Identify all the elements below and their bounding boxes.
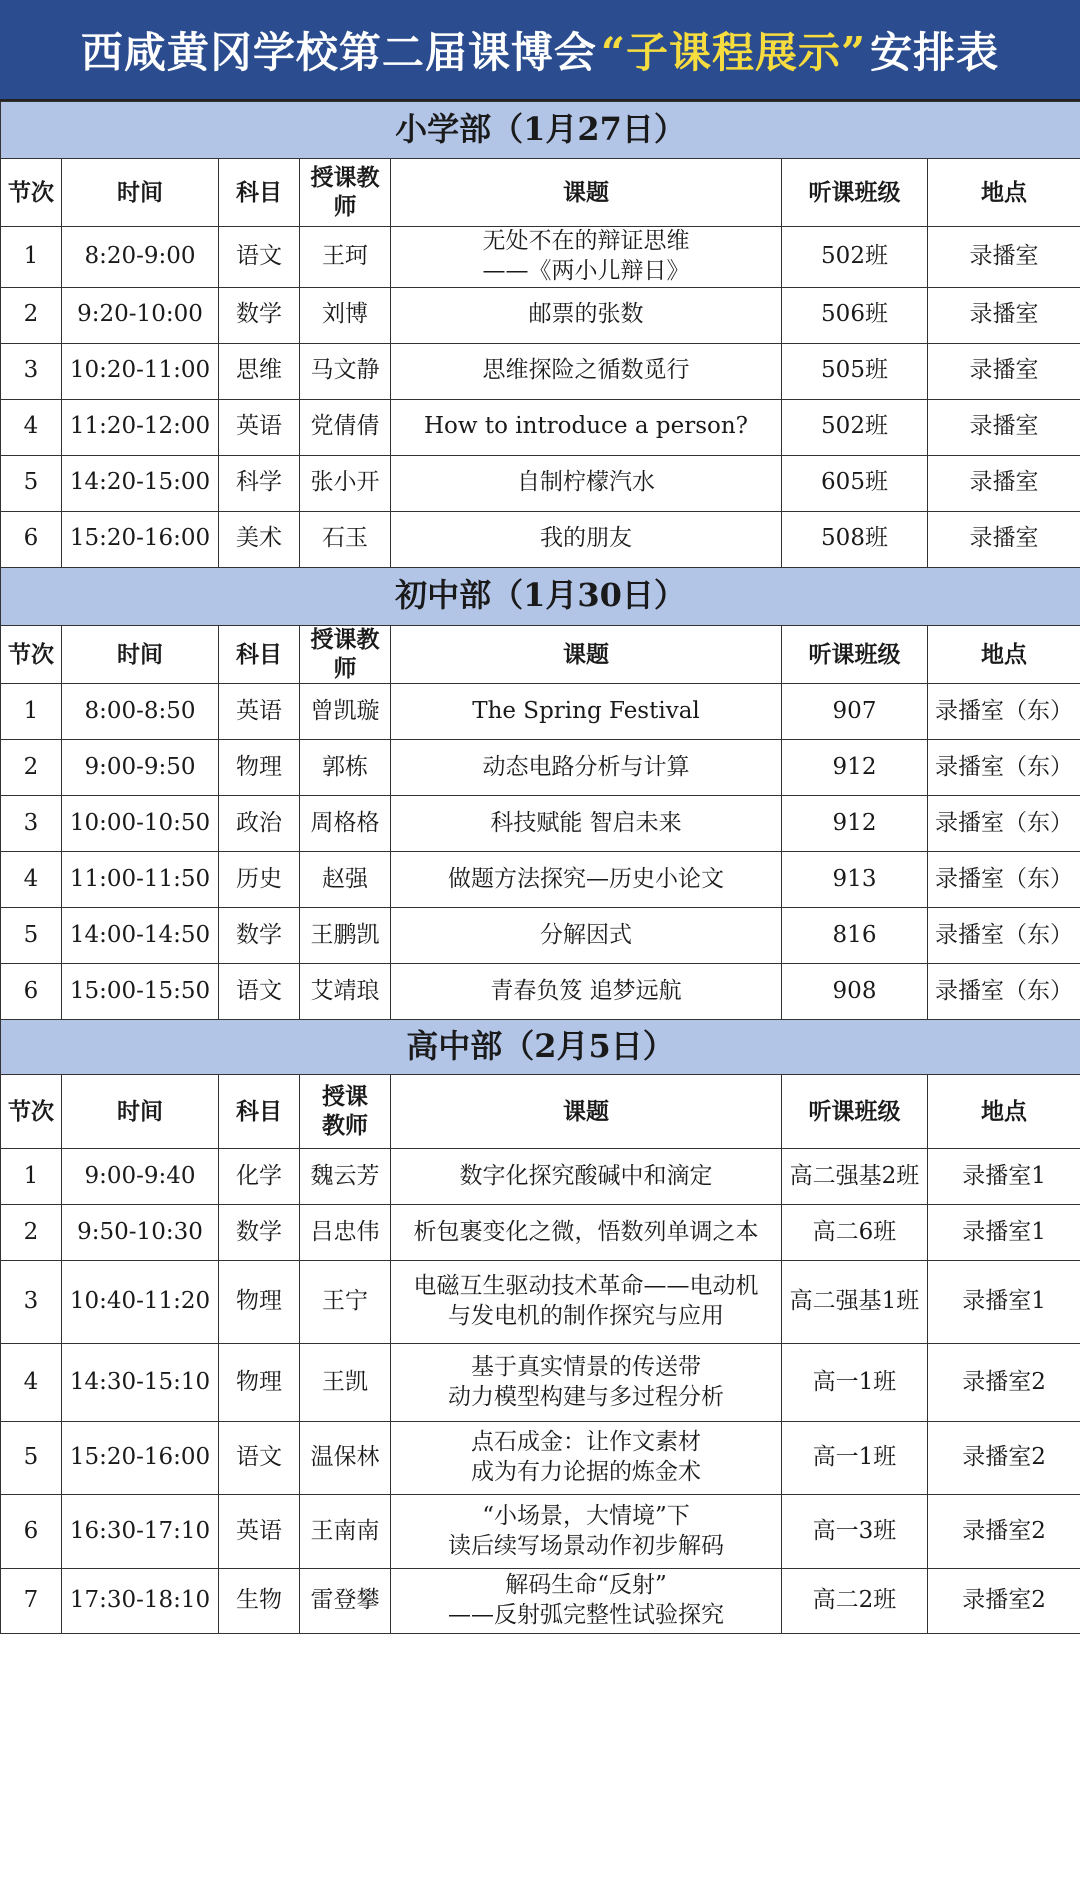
header-class: 听课班级 <box>782 1075 928 1149</box>
topic-line: 成为有力论据的炼金术 <box>471 1459 701 1486</box>
cell-time: 14:20-15:00 <box>62 455 219 511</box>
cell-location: 录播室2 <box>928 1495 1080 1569</box>
cell-subject: 英语 <box>219 1495 300 1569</box>
header-teacher: 授课 教师 <box>300 1075 391 1149</box>
header-period: 节次 <box>1 1075 62 1149</box>
topic-line: How to introduce a person? <box>423 413 749 440</box>
topic-line: 科技赋能 智启未来 <box>490 809 682 836</box>
topic-line: 动态电路分析与计算 <box>482 753 690 780</box>
cell-period: 3 <box>1 796 62 852</box>
cell-teacher: 王珂 <box>300 227 391 288</box>
cell-period: 5 <box>1 1422 62 1495</box>
topic-line: 我的朋友 <box>540 525 632 552</box>
cell-class: 502班 <box>782 227 928 288</box>
cell-period: 6 <box>1 1495 62 1569</box>
cell-topic <box>391 852 782 908</box>
cell-class: 505班 <box>782 343 928 399</box>
cell-period: 6 <box>1 964 62 1020</box>
cell-location: 录播室2 <box>928 1422 1080 1495</box>
cell-time: 16:30-17:10 <box>62 1495 219 1569</box>
cell-topic <box>391 1205 782 1261</box>
cell-time: 8:00-8:50 <box>62 684 219 740</box>
table-row <box>1 1344 1080 1422</box>
cell-time: 14:30-15:10 <box>62 1344 219 1422</box>
cell-topic <box>391 908 782 964</box>
topic-line: “小场景，大情境”下 <box>482 1502 690 1529</box>
cell-period: 4 <box>1 1344 62 1422</box>
cell-period: 4 <box>1 399 62 455</box>
cell-period: 2 <box>1 740 62 796</box>
cell-topic <box>391 1495 782 1569</box>
cell-location: 录播室 <box>928 287 1080 343</box>
cell-teacher: 郭栋 <box>300 740 391 796</box>
cell-location: 录播室（东） <box>928 964 1080 1020</box>
topic-line: 基于真实情景的传送带 <box>471 1353 701 1380</box>
header-teacher: 授课教师 <box>300 625 391 684</box>
cell-class: 502班 <box>782 399 928 455</box>
cell-teacher: 雷登攀 <box>300 1569 391 1634</box>
cell-subject: 语文 <box>219 1422 300 1495</box>
cell-period: 3 <box>1 343 62 399</box>
cell-topic <box>391 964 782 1020</box>
cell-subject: 物理 <box>219 740 300 796</box>
cell-topic <box>391 287 782 343</box>
cell-time: 11:00-11:50 <box>62 852 219 908</box>
cell-time: 14:00-14:50 <box>62 908 219 964</box>
title-highlight: “子课程展示” <box>600 27 867 77</box>
table-row <box>1 455 1080 511</box>
cell-teacher: 王鹏凯 <box>300 908 391 964</box>
header-subject: 科目 <box>219 159 300 227</box>
cell-teacher: 张小开 <box>300 455 391 511</box>
cell-period: 5 <box>1 455 62 511</box>
cell-location: 录播室2 <box>928 1569 1080 1634</box>
cell-teacher: 周格格 <box>300 796 391 852</box>
cell-class: 908 <box>782 964 928 1020</box>
cell-class: 高一1班 <box>782 1344 928 1422</box>
cell-location: 录播室 <box>928 455 1080 511</box>
cell-time: 15:00-15:50 <box>62 964 219 1020</box>
cell-time: 9:00-9:50 <box>62 740 219 796</box>
cell-topic <box>391 796 782 852</box>
cell-topic <box>391 399 782 455</box>
cell-period: 4 <box>1 852 62 908</box>
cell-location: 录播室2 <box>928 1344 1080 1422</box>
topic-line: 与发电机的制作探究与应用 <box>448 1303 724 1330</box>
header-subject: 科目 <box>219 625 300 684</box>
cell-subject: 生物 <box>219 1569 300 1634</box>
topic-line: ——反射弧完整性试验探究 <box>448 1602 724 1629</box>
table-row <box>1 1495 1080 1569</box>
table-row <box>1 964 1080 1020</box>
cell-subject: 物理 <box>219 1344 300 1422</box>
table-row <box>1 684 1080 740</box>
header-time: 时间 <box>62 159 219 227</box>
cell-topic <box>391 1422 782 1495</box>
topic-line: 自制柠檬汽水 <box>517 469 655 496</box>
cell-subject: 数学 <box>219 1205 300 1261</box>
table-row <box>1 227 1080 288</box>
table-row <box>1 1149 1080 1205</box>
table-row <box>1 1205 1080 1261</box>
cell-subject: 美术 <box>219 511 300 567</box>
cell-class: 605班 <box>782 455 928 511</box>
cell-location: 录播室（东） <box>928 908 1080 964</box>
topic-line: 青春负笈 追梦远航 <box>490 977 682 1004</box>
section-header: 初中部（1月30日） <box>1 567 1080 625</box>
cell-topic <box>391 740 782 796</box>
table-row <box>1 796 1080 852</box>
cell-time: 10:20-11:00 <box>62 343 219 399</box>
table-row <box>1 399 1080 455</box>
cell-period: 1 <box>1 1149 62 1205</box>
topic-line: 无处不在的辩证思维 <box>482 228 690 254</box>
cell-location: 录播室（东） <box>928 684 1080 740</box>
header-period: 节次 <box>1 159 62 227</box>
cell-teacher: 艾靖琅 <box>300 964 391 1020</box>
cell-teacher: 曾凯璇 <box>300 684 391 740</box>
cell-location: 录播室1 <box>928 1205 1080 1261</box>
header-period: 节次 <box>1 625 62 684</box>
header-class: 听课班级 <box>782 159 928 227</box>
topic-line: ——《两小儿辩日》 <box>482 257 690 284</box>
table-row <box>1 740 1080 796</box>
cell-topic <box>391 1261 782 1344</box>
cell-teacher: 赵强 <box>300 852 391 908</box>
cell-time: 15:20-16:00 <box>62 1422 219 1495</box>
cell-class: 508班 <box>782 511 928 567</box>
table-row <box>1 511 1080 567</box>
cell-topic <box>391 1344 782 1422</box>
cell-topic <box>391 1149 782 1205</box>
schedule-table <box>0 101 1080 1634</box>
cell-subject: 语文 <box>219 227 300 288</box>
header-time: 时间 <box>62 1075 219 1149</box>
cell-topic <box>391 343 782 399</box>
cell-subject: 科学 <box>219 455 300 511</box>
cell-class: 高一3班 <box>782 1495 928 1569</box>
cell-period: 1 <box>1 227 62 288</box>
cell-class: 高一1班 <box>782 1422 928 1495</box>
topic-line: 点石成金：让作文素材 <box>471 1429 701 1456</box>
header-location: 地点 <box>928 625 1080 684</box>
page-title <box>0 0 1080 101</box>
cell-subject: 政治 <box>219 796 300 852</box>
cell-class: 912 <box>782 740 928 796</box>
cell-period: 1 <box>1 684 62 740</box>
cell-location: 录播室（东） <box>928 740 1080 796</box>
cell-subject: 数学 <box>219 287 300 343</box>
topic-line: 动力模型构建与多过程分析 <box>448 1383 724 1410</box>
cell-teacher: 王凯 <box>300 1344 391 1422</box>
cell-period: 7 <box>1 1569 62 1634</box>
cell-teacher: 党倩倩 <box>300 399 391 455</box>
cell-class: 816 <box>782 908 928 964</box>
topic-line: The Spring Festival <box>472 697 700 724</box>
cell-location: 录播室1 <box>928 1261 1080 1344</box>
table-row <box>1 908 1080 964</box>
cell-topic <box>391 511 782 567</box>
title-prefix: 西咸黄冈学校第二届课博会 <box>80 27 597 77</box>
table-row <box>1 343 1080 399</box>
cell-subject: 数学 <box>219 908 300 964</box>
cell-period: 6 <box>1 511 62 567</box>
topic-line: 思维探险之循数觅行 <box>482 357 690 384</box>
topic-line: 读后续写场景动作初步解码 <box>448 1532 724 1559</box>
cell-teacher: 温保林 <box>300 1422 391 1495</box>
cell-time: 15:20-16:00 <box>62 511 219 567</box>
topic-line: 析包裹变化之微，悟数列单调之本 <box>413 1218 759 1245</box>
cell-subject: 语文 <box>219 964 300 1020</box>
cell-teacher: 王宁 <box>300 1261 391 1344</box>
table-row <box>1 1569 1080 1634</box>
cell-time: 8:20-9:00 <box>62 227 219 288</box>
header-subject: 科目 <box>219 1075 300 1149</box>
cell-class: 高二强基2班 <box>782 1149 928 1205</box>
cell-teacher: 马文静 <box>300 343 391 399</box>
cell-time: 10:00-10:50 <box>62 796 219 852</box>
header-topic: 课题 <box>391 625 782 684</box>
cell-teacher: 魏云芳 <box>300 1149 391 1205</box>
cell-period: 5 <box>1 908 62 964</box>
cell-topic <box>391 1569 782 1634</box>
table-row <box>1 852 1080 908</box>
cell-class: 高二2班 <box>782 1569 928 1634</box>
cell-time: 17:30-18:10 <box>62 1569 219 1634</box>
topic-line: 做题方法探究—历史小论文 <box>448 865 724 892</box>
table-row <box>1 287 1080 343</box>
cell-class: 高二强基1班 <box>782 1261 928 1344</box>
header-class: 听课班级 <box>782 625 928 684</box>
cell-time: 11:20-12:00 <box>62 399 219 455</box>
cell-teacher: 吕忠伟 <box>300 1205 391 1261</box>
cell-period: 2 <box>1 287 62 343</box>
topic-line: 数字化探究酸碱中和滴定 <box>459 1162 713 1189</box>
header-topic: 课题 <box>391 159 782 227</box>
cell-location: 录播室 <box>928 511 1080 567</box>
cell-location: 录播室 <box>928 343 1080 399</box>
header-location: 地点 <box>928 159 1080 227</box>
header-location: 地点 <box>928 1075 1080 1149</box>
section-header: 高中部（2月5日） <box>1 1020 1080 1075</box>
cell-subject: 思维 <box>219 343 300 399</box>
cell-subject: 化学 <box>219 1149 300 1205</box>
table-row <box>1 1422 1080 1495</box>
cell-subject: 物理 <box>219 1261 300 1344</box>
section-header: 小学部（1月27日） <box>1 102 1080 159</box>
cell-time: 9:50-10:30 <box>62 1205 219 1261</box>
cell-subject: 英语 <box>219 399 300 455</box>
topic-line: 电磁互生驱动技术革命——电动机 <box>413 1273 759 1300</box>
cell-time: 10:40-11:20 <box>62 1261 219 1344</box>
cell-location: 录播室 <box>928 399 1080 455</box>
cell-class: 907 <box>782 684 928 740</box>
header-time: 时间 <box>62 625 219 684</box>
cell-period: 3 <box>1 1261 62 1344</box>
topic-line: 解码生命“反射” <box>505 1572 667 1599</box>
cell-time: 9:00-9:40 <box>62 1149 219 1205</box>
cell-subject: 英语 <box>219 684 300 740</box>
table-row <box>1 1261 1080 1344</box>
cell-class: 913 <box>782 852 928 908</box>
cell-location: 录播室（东） <box>928 796 1080 852</box>
cell-teacher: 刘博 <box>300 287 391 343</box>
cell-class: 912 <box>782 796 928 852</box>
cell-location: 录播室1 <box>928 1149 1080 1205</box>
cell-period: 2 <box>1 1205 62 1261</box>
topic-line: 分解因式 <box>540 921 632 948</box>
cell-time: 9:20-10:00 <box>62 287 219 343</box>
cell-location: 录播室（东） <box>928 852 1080 908</box>
cell-teacher: 石玉 <box>300 511 391 567</box>
cell-location: 录播室 <box>928 227 1080 288</box>
cell-topic <box>391 227 782 288</box>
cell-class: 506班 <box>782 287 928 343</box>
title-suffix: 安排表 <box>870 27 1000 77</box>
header-topic: 课题 <box>391 1075 782 1149</box>
cell-subject: 历史 <box>219 852 300 908</box>
cell-topic <box>391 684 782 740</box>
cell-teacher: 王南南 <box>300 1495 391 1569</box>
topic-line: 邮票的张数 <box>528 301 644 328</box>
cell-topic <box>391 455 782 511</box>
header-teacher: 授课教师 <box>300 159 391 227</box>
cell-class: 高二6班 <box>782 1205 928 1261</box>
